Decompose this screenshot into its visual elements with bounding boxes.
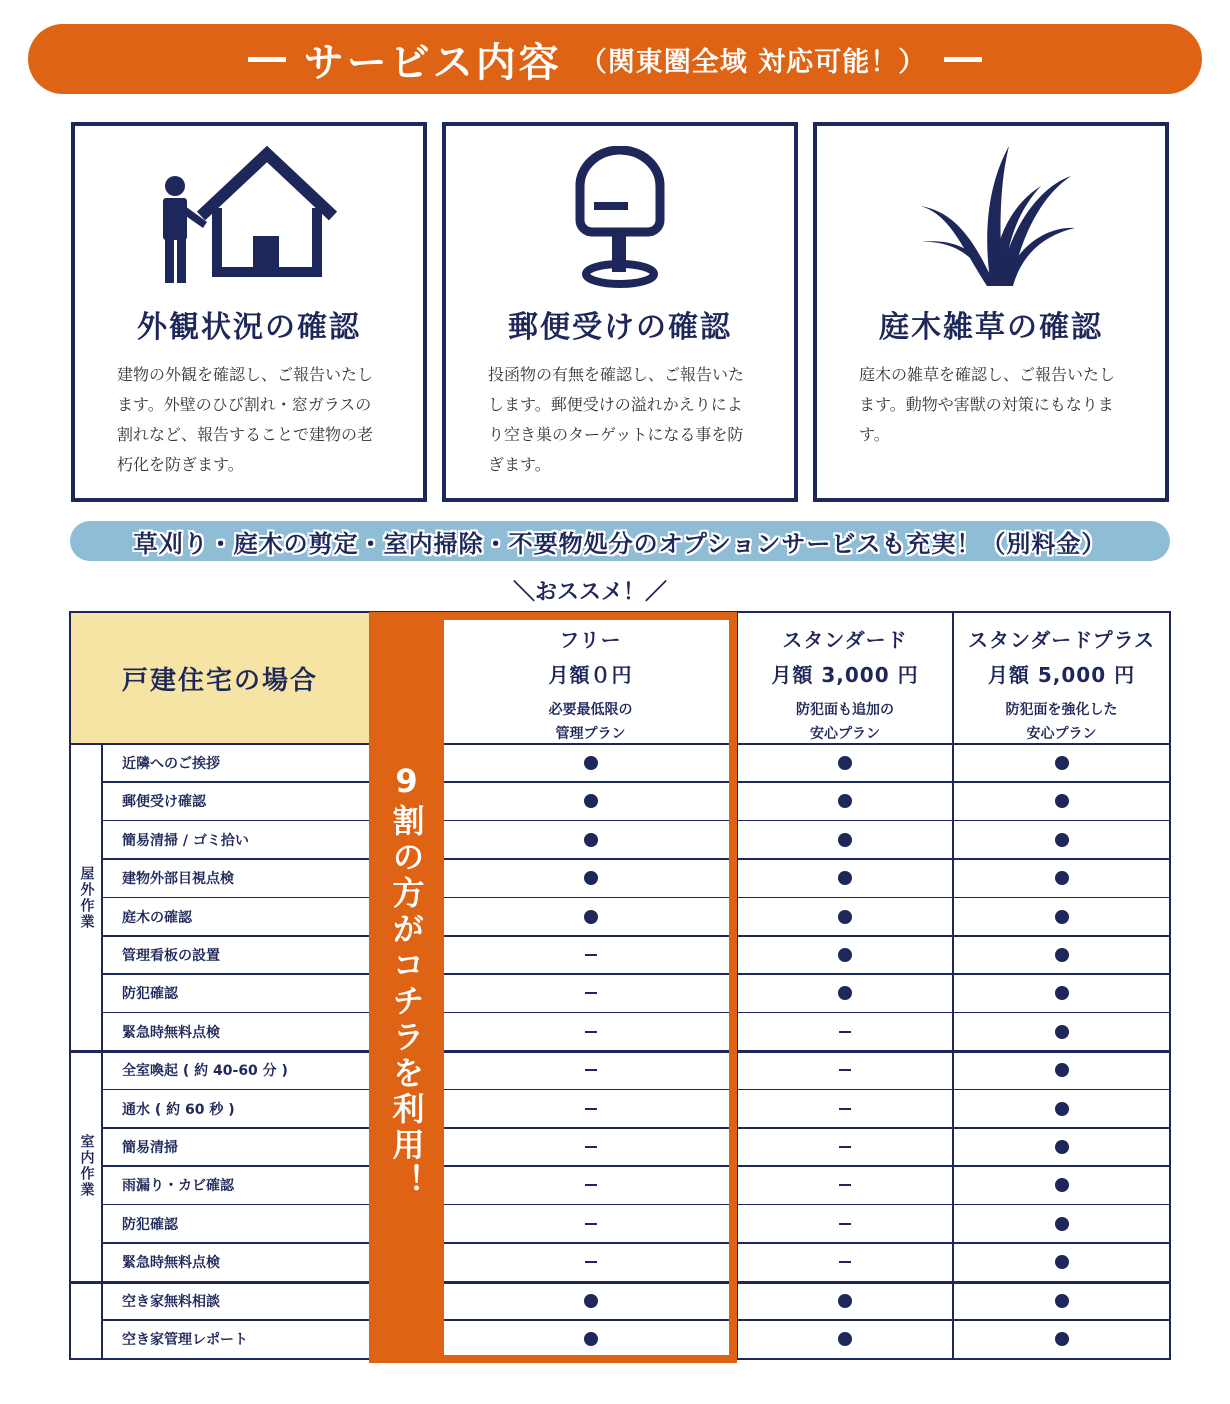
not-included-dash — [737, 1243, 953, 1281]
table-row-label: 緊急時無料点検 — [122, 1024, 220, 1041]
dot-icon — [584, 833, 598, 847]
dash-icon — [585, 1146, 597, 1148]
dash-icon — [585, 1031, 597, 1033]
group-separator — [69, 1050, 1171, 1053]
dot-icon — [838, 871, 852, 885]
card-title: 外観状況の確認 — [137, 310, 361, 345]
dot-icon — [1055, 1255, 1069, 1269]
not-included-dash — [444, 1243, 737, 1281]
card-title: 庭木雑草の確認 — [879, 310, 1103, 345]
dot-icon — [838, 794, 852, 808]
not-included-dash — [444, 1051, 737, 1089]
dash-icon — [585, 1223, 597, 1225]
table-row-label: 管理看板の設置 — [122, 948, 220, 964]
table-bottom-border — [69, 1358, 1171, 1360]
table-row-label: 庭木の確認 — [122, 909, 192, 926]
banner-title: サービス内容 — [303, 39, 562, 86]
service-card-mailbox — [442, 122, 798, 502]
grass-icon — [817, 146, 1165, 316]
not-included-dash — [444, 1166, 737, 1204]
table-header-left: 戸建住宅の場合 — [71, 612, 369, 744]
included-dot — [953, 1320, 1170, 1358]
plan-price: 月額 5,000 円 — [987, 663, 1136, 687]
dot-icon — [1055, 1294, 1069, 1308]
plan-desc: 必要最低限の 管理プラン — [548, 702, 633, 742]
dash-icon — [839, 1146, 851, 1148]
not-included-dash — [737, 1013, 953, 1051]
dot-icon — [1055, 1332, 1069, 1346]
included-dot — [737, 821, 953, 859]
dot-icon — [584, 871, 598, 885]
plan-name: スタンダードプラス — [968, 628, 1155, 652]
recommend-label: ＼おススメ！／ — [512, 579, 667, 605]
row-separator — [101, 820, 1171, 822]
dot-icon — [838, 948, 852, 962]
not-included-dash — [737, 1205, 953, 1243]
not-included-dash — [444, 974, 737, 1012]
dash-icon — [839, 1069, 851, 1071]
header-banner — [28, 24, 1202, 94]
option-services-strip: 草刈り・庭木の剪定・室内掃除・不要物処分のオプションサービスも充実！（別料金） — [70, 521, 1170, 561]
dot-icon — [584, 910, 598, 924]
included-dot — [737, 936, 953, 974]
dot-icon — [584, 1332, 598, 1346]
row-group-label: 室内作業 — [78, 1134, 95, 1199]
included-dot — [444, 744, 737, 782]
dot-icon — [1055, 1140, 1069, 1154]
table-row-label: 空き家無料相談 — [122, 1293, 220, 1310]
column-border — [952, 611, 954, 1358]
included-dot — [737, 744, 953, 782]
plan-desc: 防犯面を強化した 安心プラン — [1005, 702, 1118, 742]
service-card-garden — [813, 122, 1169, 502]
dash-icon — [839, 1223, 851, 1225]
house-icon — [75, 146, 423, 316]
dot-icon — [584, 1294, 598, 1308]
table-row-label: 雨漏り・カビ確認 — [122, 1178, 234, 1195]
row-separator — [101, 781, 1171, 783]
not-included-dash — [444, 936, 737, 974]
row-separator — [101, 897, 1171, 899]
plan-price: 月額０円 — [548, 663, 633, 687]
table-row-label: 全室喚起 ( 約 40-60 分 ) — [122, 1063, 288, 1080]
dash-icon — [839, 1108, 851, 1110]
included-dot — [444, 1282, 737, 1320]
included-dot — [953, 898, 1170, 936]
included-dot — [737, 859, 953, 897]
row-separator — [101, 1204, 1171, 1206]
included-dot — [953, 782, 1170, 820]
included-dot — [953, 936, 1170, 974]
included-dot — [737, 1282, 953, 1320]
table-row-label: 空き家管理レポート — [122, 1332, 248, 1348]
mailbox-icon — [446, 146, 794, 316]
table-row-label: 防犯確認 — [122, 1216, 178, 1233]
included-dot — [444, 859, 737, 897]
dot-icon — [838, 1332, 852, 1346]
included-dot — [953, 974, 1170, 1012]
row-group-label — [71, 1282, 102, 1359]
dash-icon — [585, 1069, 597, 1071]
table-row-label: 緊急時無料点検 — [122, 1255, 220, 1272]
plan-price: 月額 3,000 円 — [771, 663, 919, 687]
row-separator — [101, 1127, 1171, 1129]
row-separator — [101, 1242, 1171, 1244]
dot-icon — [1055, 1217, 1069, 1231]
table-top-border — [69, 611, 1171, 613]
dot-icon — [584, 794, 598, 808]
banner-subtitle: （関東圏全域 対応可能！） — [579, 46, 927, 78]
dot-icon — [584, 756, 598, 770]
plan-desc: 防犯面も追加の 安心プラン — [796, 702, 894, 742]
included-dot — [737, 1320, 953, 1358]
card-description: 投函物の有無を確認し、ご報告いたします。郵便受けの溢れかえりにより空き巣のターゲットになる事を防ぎます。 — [488, 365, 745, 474]
dash-icon — [839, 1184, 851, 1186]
row-separator — [101, 1165, 1171, 1167]
included-dot — [737, 898, 953, 936]
table-row-label: 近隣へのご挨拶 — [122, 756, 220, 772]
row-separator — [101, 1012, 1171, 1014]
included-dot — [444, 1320, 737, 1358]
included-dot — [737, 974, 953, 1012]
not-included-dash — [444, 1128, 737, 1166]
plan-name: スタンダード — [782, 628, 908, 652]
not-included-dash — [737, 1128, 953, 1166]
included-dot — [444, 782, 737, 820]
card-description: 建物の外観を確認し、ご報告いたします。外壁のひび割れ・窓ガラスの割れなど、報告することで建物の老朽化を防ぎます。 — [117, 365, 374, 474]
row-separator — [101, 1089, 1171, 1091]
not-included-dash — [737, 1090, 953, 1128]
plan-name: フリー — [559, 628, 622, 652]
dot-icon — [1055, 756, 1069, 770]
table-row-label: 通水 ( 約 60 秒 ) — [122, 1101, 235, 1118]
group-separator — [69, 1281, 1171, 1284]
banner-dash-right — [944, 57, 982, 62]
recommended-column-banner — [369, 612, 444, 1363]
table-row-label: 郵便受け確認 — [122, 794, 206, 811]
dash-icon — [839, 1261, 851, 1263]
not-included-dash — [444, 1013, 737, 1051]
dot-icon — [838, 1294, 852, 1308]
included-dot — [953, 1128, 1170, 1166]
table-row-label: 簡易清掃 / ゴミ拾い — [122, 832, 249, 849]
column-border — [736, 611, 738, 1358]
dot-icon — [1055, 871, 1069, 885]
included-dot — [444, 821, 737, 859]
row-group-label: 屋外作業 — [78, 865, 95, 930]
included-dot — [953, 859, 1170, 897]
dot-icon — [838, 756, 852, 770]
dot-icon — [1055, 986, 1069, 1000]
dot-icon — [1055, 794, 1069, 808]
table-row-label: 建物外部目視点検 — [122, 871, 234, 888]
card-description: 庭木の雑草を確認し、ご報告いたします。動物や害獣の対策にもなります。 — [859, 365, 1116, 444]
table-row-label: 防犯確認 — [122, 986, 178, 1003]
row-separator — [101, 858, 1171, 860]
dot-icon — [1055, 1102, 1069, 1116]
not-included-dash — [737, 1166, 953, 1204]
table-row-label: 簡易清掃 — [122, 1140, 178, 1156]
not-included-dash — [444, 1205, 737, 1243]
dot-icon — [1055, 1063, 1069, 1077]
plan-header-standard — [737, 612, 953, 744]
included-dot — [953, 1090, 1170, 1128]
dash-icon — [585, 1261, 597, 1263]
dot-icon — [1055, 833, 1069, 847]
recommended-column-text: 9割の方がコチラを利用！ — [387, 762, 426, 1200]
included-dot — [953, 1051, 1170, 1089]
row-separator — [101, 935, 1171, 937]
dash-icon — [839, 1031, 851, 1033]
dash-icon — [585, 954, 597, 956]
dot-icon — [838, 986, 852, 1000]
banner-dash-left — [248, 57, 286, 62]
dash-icon — [585, 992, 597, 994]
dash-icon — [585, 1108, 597, 1110]
dot-icon — [1055, 1025, 1069, 1039]
included-dot — [953, 744, 1170, 782]
included-dot — [444, 898, 737, 936]
row-separator — [101, 1319, 1171, 1321]
included-dot — [953, 1282, 1170, 1320]
dot-icon — [838, 833, 852, 847]
included-dot — [953, 1205, 1170, 1243]
card-title: 郵便受けの確認 — [508, 310, 732, 345]
included-dot — [953, 1013, 1170, 1051]
dot-icon — [838, 910, 852, 924]
row-separator — [101, 973, 1171, 975]
plan-header-free — [444, 612, 737, 744]
included-dot — [953, 1166, 1170, 1204]
not-included-dash — [737, 1051, 953, 1089]
dot-icon — [1055, 910, 1069, 924]
included-dot — [953, 821, 1170, 859]
dash-icon — [585, 1184, 597, 1186]
included-dot — [953, 1243, 1170, 1281]
header-bottom-border — [69, 743, 1171, 745]
included-dot — [737, 782, 953, 820]
service-card-exterior — [71, 122, 427, 502]
not-included-dash — [444, 1090, 737, 1128]
dot-icon — [1055, 1178, 1069, 1192]
table-right-border — [1169, 611, 1171, 1360]
plan-header-standard-plus — [953, 612, 1170, 744]
dot-icon — [1055, 948, 1069, 962]
